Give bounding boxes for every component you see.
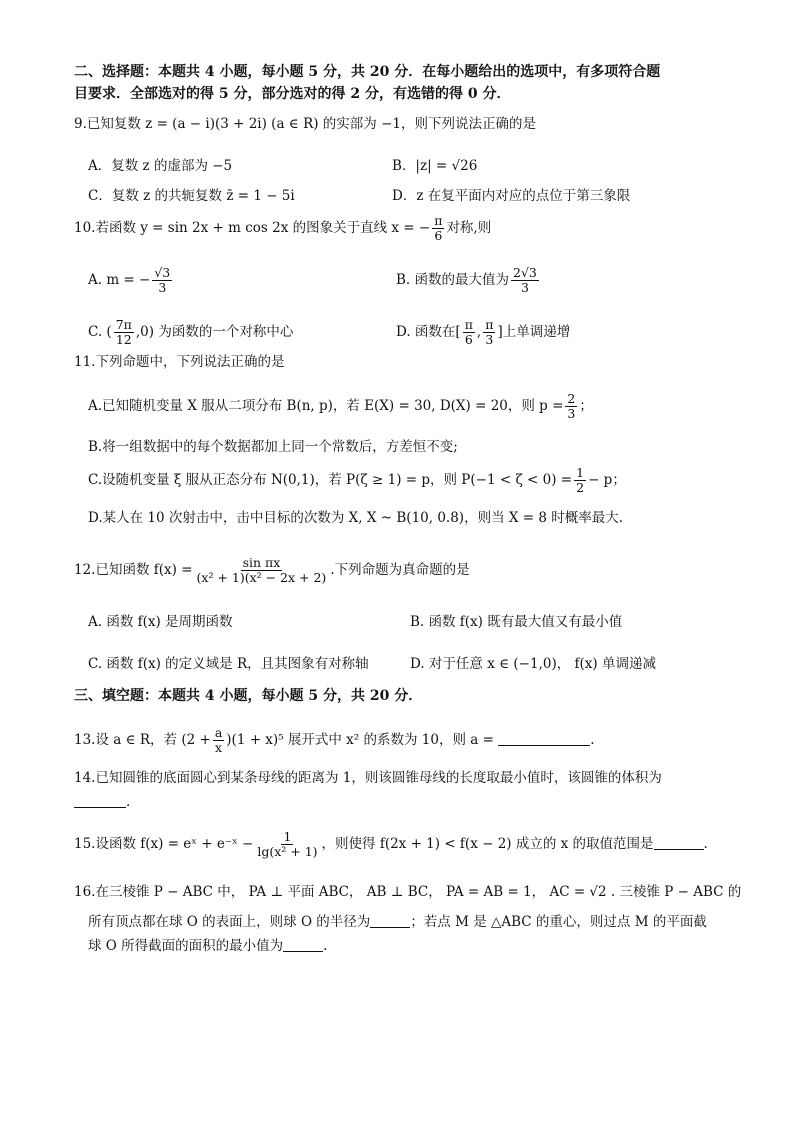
q10-option-d [396,318,570,347]
q11-c-pre: C.设随机变量 ξ 服从正态分布 N(0,1)，若 P(ζ ≥ 1) = p，则 P(−1 < ζ < 0) = [88,472,573,488]
q11-c-num: 1 [576,465,585,480]
q13-mid-pre: (2 + [181,732,211,748]
q11-option-d: D.某人在 10 次射击中，击中目标的次数为 X, X ~ B(10, 0.8)，则当 X = 8 时概率最大. [88,510,624,526]
q10-d-fraction-1 [463,318,475,347]
q15-pre: 15.设函数 f(x) = eˣ + e⁻ˣ − [74,836,254,852]
q12-stem-den: (x² + 1)(x² − 2x + 2) [196,570,327,585]
q10-stem-pre: 10.若函数 y = sin 2x + m cos 2x 的图象关于直线 x = − [74,220,431,236]
q10-a-den: 3 [158,280,167,295]
q10-c-fraction [114,318,134,347]
q9-option-a: A．复数 z 的虚部为 −5 [88,158,233,174]
q10-b-fraction [511,266,539,295]
q10-b-num: 2√3 [513,265,537,280]
q16-line3-pre: 球 O 所得截面的面积的最小值为 [88,938,284,954]
q12-option-c: C. 函数 f(x) 的定义域是 R，且其图象有对称轴 [88,656,369,672]
q12-option-a: A. 函数 f(x) 是周期函数 [88,614,233,630]
q11-c-den: 2 [576,480,585,495]
q16-line3-post: . [323,938,328,954]
q13-num: a [214,725,223,740]
q15-end: . [703,836,708,852]
q11-stem: 11.下列命题中，下列说法正确的是 [74,354,285,370]
q10-a-num: √3 [154,265,171,280]
q15-den: lg(x² + 1) [257,844,318,859]
q10-d-pre: D. 函数在[ [396,324,461,340]
q10-option-c [88,318,293,347]
q9-option-d: D．z 在复平面内对应的点位于第三象限 [392,188,631,204]
q10-stem-num: π [434,213,443,228]
q10-stem-post: 对称,则 [446,220,492,236]
q11-c-fraction [574,466,586,495]
q10-a-pre: A. m = − [88,272,151,288]
q13-post: . [590,732,595,748]
q15-post-text: ，则使得 f(2x + 1) < f(x − 2) 成立的 x 的取值范围是 [321,836,654,852]
q16-line2-pre: 所有顶点都在球 O 的表面上，则球 O 的半径为 [88,914,371,930]
q10-option-b [396,266,541,295]
q12-stem-fraction [195,556,329,585]
q10-c-num: 7π [115,317,132,332]
q10-d-num2: π [485,317,494,332]
q10-option-a [88,266,174,295]
q10-c-den: 12 [115,332,132,347]
q12-option-b: B. 函数 f(x) 既有最大值又有最小值 [410,614,623,630]
q14-line1: 14.已知圆锥的底面圆心到某条母线的距离为 1，则该圆锥母线的长度取最小值时，该圆锥的体积为 [74,770,662,786]
q10-d-post: ]上单调递增 [497,324,571,340]
q12-stem-pre: 12.已知函数 f(x) = [74,562,193,578]
q11-a-num: 2 [567,391,576,406]
section3-heading: 三、填空题：本题共 4 小题，每小题 5 分，共 20 分． [74,688,423,704]
q11-option-b: B.将一组数据中的每个数据都加上同一个常数后，方差恒不变; [88,439,458,455]
q16-line1: 16.在三棱锥 P − ABC 中， PA ⊥ 平面 ABC， AB ⊥ BC， PA = AB = 1， AC = √2 . 三棱锥 P − ABC 的 [74,884,742,900]
q10-c-post: ,0) 为函数的一个对称中心 [135,324,294,340]
q15 [74,830,708,859]
q15-num: 1 [283,829,292,844]
q16-answer-blank-2[interactable] [283,937,323,952]
q11-a-fraction [565,392,577,421]
q16-line2-post: ；若点 M 是 △ABC 的重心，则过点 M 的平面截 [410,914,707,930]
q13-answer-blank[interactable] [498,731,590,746]
q12-stem-post: .下列命题为真命题的是 [330,562,470,578]
q14-answer-blank[interactable] [74,793,126,808]
q9-stem: 9.已知复数 z = (a − i)(3 + 2i) (a ∈ R) 的实部为 −1，则下列说法正确的是 [74,116,536,132]
q10-d-den2: 3 [485,332,494,347]
q10-b-pre: B. 函数的最大值为 [396,272,510,288]
q13-den: x [215,740,223,755]
q10-d-mid: , [476,324,482,340]
section2-heading-cont: 目要求．全部选对的得 5 分，部分选对的得 2 分，有选错的得 0 分． [74,86,511,102]
q10-d-fraction-2 [483,318,495,347]
q9-option-b: B．|z| = √26 [392,158,478,174]
q15-fraction [255,830,319,859]
q10-b-den: 3 [520,280,529,295]
q12-option-d: D. 对于任意 x ∈ (−1,0)， f(x) 单调递减 [410,656,656,672]
q13-fraction [213,726,224,755]
q10-d-den1: 6 [464,332,473,347]
q14-line2 [74,792,130,812]
q11-option-c [88,466,626,495]
q11-a-post: ； [579,398,593,414]
section2-heading: 二、选择题：本题共 4 小题，每小题 5 分，共 20 分．在每小题给出的选项中，有多项符合题 [74,64,661,80]
q13 [74,726,595,755]
q10-stem-den: 6 [434,228,443,243]
q12-stem-num: sin πx [242,555,281,570]
q12-stem [74,556,470,585]
q16-line3 [88,936,327,956]
q13-mid-post: )(1 + x)⁵ 展开式中 x² 的系数为 10，则 a = [226,732,494,748]
q9-option-c: C．复数 z 的共轭复数 z̄ = 1 − 5i [88,188,295,204]
q13-pre: 13.设 a ∈ R，若 [74,732,178,748]
q16-line2 [88,912,707,932]
q14-post: . [126,794,131,810]
q15-answer-blank[interactable] [654,835,704,850]
q10-stem-fraction [432,214,444,243]
q11-option-a [88,392,593,421]
q10-stem [74,214,491,243]
q11-c-post: − p； [588,472,626,488]
q10-a-fraction [152,266,172,295]
q11-a-pre: A.已知随机变量 X 服从二项分布 B(n, p)，若 E(X) = 30, D(X) = 20，则 p = [88,398,564,414]
q11-a-den: 3 [567,406,576,421]
q10-c-pre: C. ( [88,324,112,340]
q16-answer-blank-1[interactable] [370,913,410,928]
q10-d-num1: π [464,317,473,332]
